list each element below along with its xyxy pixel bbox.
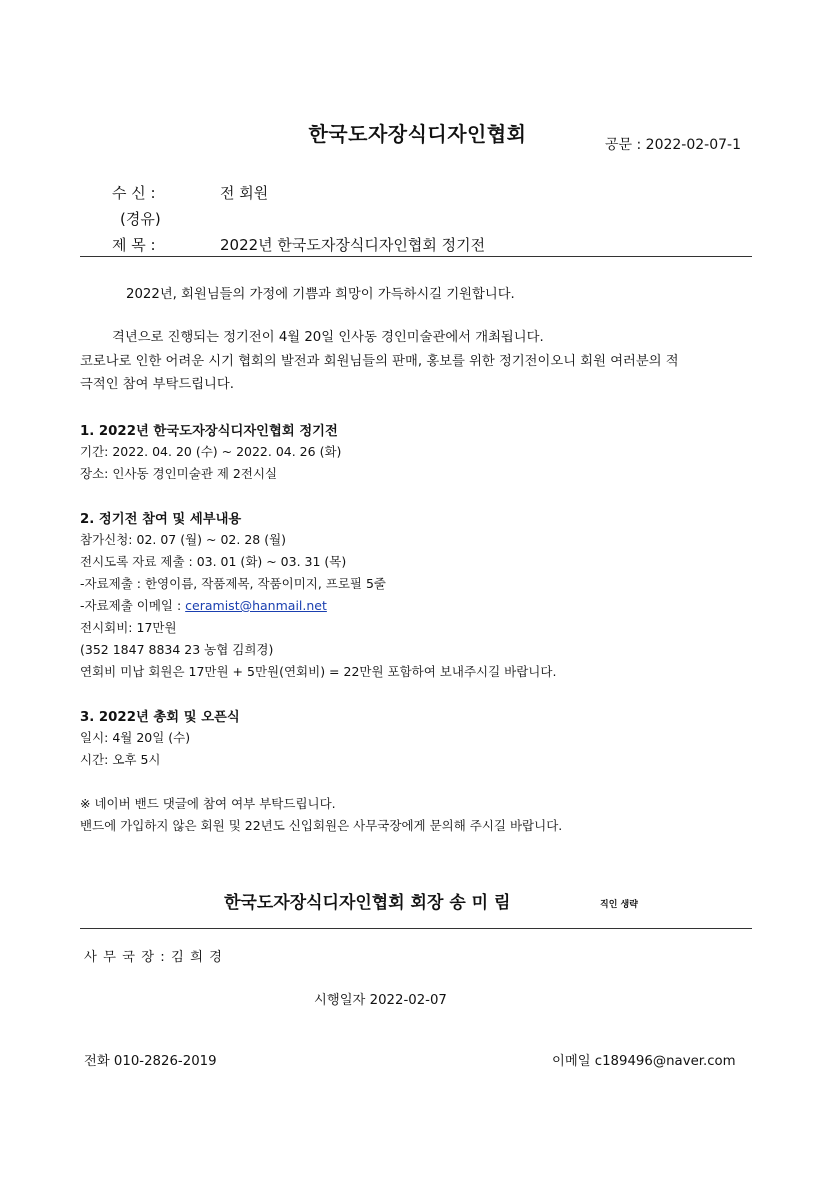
signature-line: 한국도자장식디자인협회 회장 송 미 림 xyxy=(224,893,511,913)
issue-date: 시행일자 2022-02-07 xyxy=(314,993,447,1008)
section2-fee: 전시회비: 17만원 xyxy=(80,620,177,635)
section2-application: 참가신청: 02. 07 (월) ~ 02. 28 (월) xyxy=(80,532,287,547)
secretary-name: 사 무 국 장 : 김 희 경 xyxy=(84,950,223,965)
greeting-text: 2022년, 회원님들의 가정에 기쁨과 희망이 가득하시길 기원합니다. xyxy=(126,287,515,302)
contact-phone: 전화 010-2826-2019 xyxy=(84,1054,217,1069)
section2-title: 2. 정기전 참여 및 세부내용 xyxy=(80,512,242,527)
contact-email: 이메일 c189496@naver.com xyxy=(552,1054,736,1069)
intro-paragraph-line2: 코로나로 인한 어려운 시기 협회의 발전과 회원님들의 판매, 홍보를 위한 정기전이오니 회원 여러분의 적 xyxy=(80,354,679,369)
section3-date: 일시: 4월 20일 (수) xyxy=(80,730,191,745)
note-new-members: 밴드에 가입하지 않은 회원 및 22년도 신입회원은 사무국장에게 문의해 주시길 바랍니다. xyxy=(80,818,563,833)
note-band-reply: ※ 네이버 밴드 댓글에 참여 여부 부탁드립니다. xyxy=(80,796,336,811)
submission-email-link[interactable]: ceramist@hanmail.net xyxy=(185,598,327,613)
section3-time: 시간: 오후 5시 xyxy=(80,752,161,767)
intro-paragraph-line1: 격년으로 진행되는 정기전이 4월 20일 인사동 경인미술관에서 개최됩니다. xyxy=(112,330,544,345)
section2-bank-account: (352 1847 8834 23 농협 김희경) xyxy=(80,642,274,657)
document-number: 공문 : 2022-02-07-1 xyxy=(605,137,741,153)
subject-label: 제 목 : xyxy=(112,236,156,254)
section3-title: 3. 2022년 총회 및 오픈식 xyxy=(80,710,240,725)
section1-venue: 장소: 인사동 경인미술관 제 2전시실 xyxy=(80,466,278,481)
section2-email-prefix: -자료제출 이메일 : xyxy=(80,598,186,613)
section2-catalog: 전시도록 자료 제출 : 03. 01 (화) ~ 03. 31 (목) xyxy=(80,554,347,569)
intro-paragraph-line3: 극적인 참여 부탁드립니다. xyxy=(80,377,234,392)
header-divider xyxy=(80,256,752,257)
recipient-value: 전 회원 xyxy=(220,184,269,202)
subject-value: 2022년 한국도자장식디자인협회 정기전 xyxy=(220,236,486,254)
section1-title: 1. 2022년 한국도자장식디자인협회 정기전 xyxy=(80,424,338,439)
signature-divider xyxy=(80,928,752,929)
section1-period: 기간: 2022. 04. 20 (수) ~ 2022. 04. 26 (화) xyxy=(80,444,342,459)
seal-omitted-note: 직인 생략 xyxy=(600,900,638,910)
section2-annual-fee-note: 연회비 미납 회원은 17만원 + 5만원(연회비) = 22만원 포함하여 보내주시길 바랍니다. xyxy=(80,664,557,679)
section2-materials: -자료제출 : 한영이름, 작품제목, 작품이미지, 프로필 5줄 xyxy=(80,576,387,591)
organization-title: 한국도자장식디자인협회 xyxy=(308,122,527,146)
via-label: (경유) xyxy=(120,210,161,228)
section2-email-line xyxy=(80,596,327,614)
recipient-label: 수 신 : xyxy=(112,184,156,202)
